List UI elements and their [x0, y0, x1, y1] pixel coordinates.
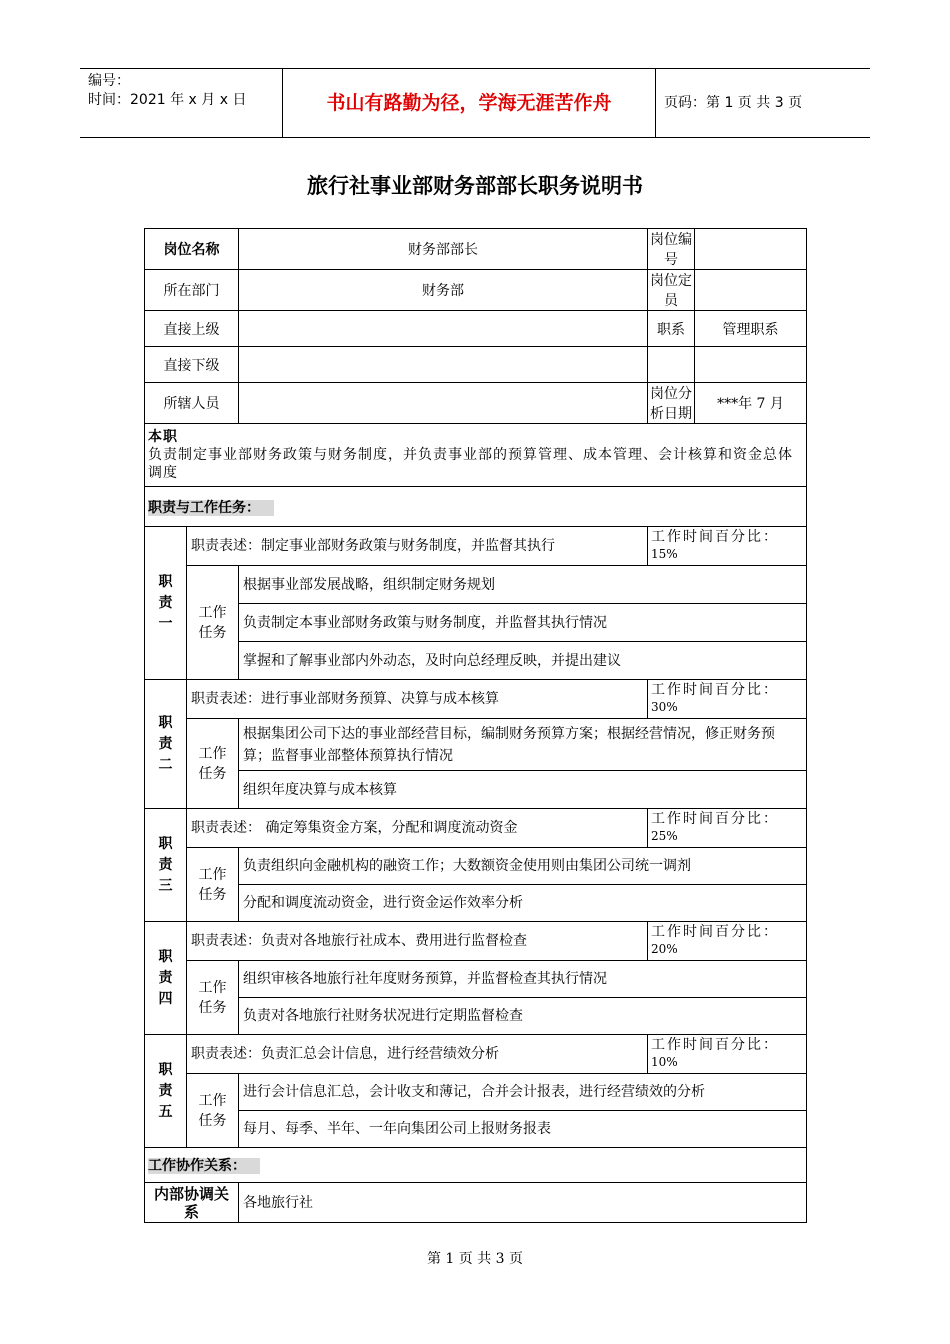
internal-label: 内部协调关系	[145, 1183, 239, 1223]
duty-5-name	[145, 1035, 187, 1148]
superior-value	[239, 311, 648, 347]
position-name-label: 岗位名称	[145, 229, 239, 270]
internal-value: 各地旅行社	[239, 1183, 807, 1223]
duty-4-pct-label: 工作时间百分比：	[651, 924, 779, 940]
duty-2-pct	[648, 680, 807, 719]
cooperation-section-row	[145, 1148, 807, 1183]
duty-2-name	[145, 680, 187, 809]
duty-3-task-2: 分配和调度流动资金，进行资金运作效率分析	[239, 885, 807, 922]
page-header	[80, 68, 870, 138]
duty-3-task-1: 负责组织向金融机构的融资工作；大数额资金使用则由集团公司统一调剂	[239, 848, 807, 885]
duty-1-task-1: 根据事业部发展战略，组织制定财务规划	[239, 566, 807, 604]
duty-3-task-row	[145, 885, 807, 922]
duty-1-task-3: 掌握和了解事业部内外动态，及时向总经理反映，并提出建议	[239, 642, 807, 680]
job-description-table	[144, 228, 807, 1223]
header-page-label: 页码：第 1 页 共 3 页	[664, 95, 803, 111]
duty-3-name-text: 职责三	[158, 835, 173, 894]
duty-1-task-label: 工作任务	[198, 604, 227, 641]
duty-5-desc-row	[145, 1035, 807, 1074]
duty-1-task-2: 负责制定本事业部财务政策与财务制度，并监督其执行情况	[239, 604, 807, 642]
duty-3-name	[145, 809, 187, 922]
duty-3-task-row	[145, 848, 807, 885]
duty-3-pct	[648, 809, 807, 848]
duty-3-desc: 职责表述： 确定筹集资金方案，分配和调度流动资金	[187, 809, 648, 848]
position-name-value: 财务部部长	[239, 229, 648, 270]
subordinate-value	[239, 347, 648, 383]
duty-5-task-2: 每月、每季、半年、一年向集团公司上报财务报表	[239, 1111, 807, 1148]
superior-label: 直接上级	[145, 311, 239, 347]
series-value: 管理职系	[695, 311, 807, 347]
duty-5-task-row	[145, 1074, 807, 1111]
internal-row	[145, 1183, 807, 1223]
duty-1-task-row	[145, 566, 807, 604]
duty-1-pct	[648, 527, 807, 566]
subordinate-label: 直接下级	[145, 347, 239, 383]
staff-label: 所辖人员	[145, 383, 239, 424]
duty-4-task-row	[145, 998, 807, 1035]
position-code-value	[695, 229, 807, 270]
dept-label: 所在部门	[145, 270, 239, 311]
duty-1-name-text: 职责一	[158, 573, 173, 632]
duty-2-task-2: 组织年度决算与成本核算	[239, 771, 807, 809]
duty-4-task-2: 负责对各地旅行社财务状况进行定期监督检查	[239, 998, 807, 1035]
duty-4-task-row	[145, 961, 807, 998]
duty-5-name-text: 职责五	[158, 1061, 173, 1120]
duty-3-task-label: 工作任务	[198, 866, 227, 903]
duty-2-pct-value: 30%	[651, 700, 678, 714]
duty-4-task-label: 工作任务	[198, 979, 227, 1016]
position-code-label: 岗位编号	[648, 229, 695, 270]
basic-row-1	[145, 229, 807, 270]
duty-4-desc-row	[145, 922, 807, 961]
duty-3-pct-value: 25%	[651, 829, 678, 843]
duty-1-desc-row	[145, 527, 807, 566]
analysis-date-label: 岗位分析日期	[648, 383, 695, 424]
duty-5-desc: 职责表述：负责汇总会计信息，进行经营绩效分析	[187, 1035, 648, 1074]
duty-4-name	[145, 922, 187, 1035]
basic-row-4	[145, 347, 807, 383]
duty-2-name-text: 职责二	[158, 714, 173, 773]
duty-5-task-1: 进行会计信息汇总，会计收支和薄记，合并会计报表，进行经营绩效的分析	[239, 1074, 807, 1111]
duty-2-desc: 职责表述：进行事业部财务预算、决算与成本核算	[187, 680, 648, 719]
header-motto: 书山有路勤为径，学海无涯苦作舟	[283, 69, 656, 137]
duty-2-task-row	[145, 719, 807, 771]
duty-4-name-text: 职责四	[158, 948, 173, 1007]
duty-2-task-1: 根据集团公司下达的事业部经营目标，编制财务预算方案；根据经营情况，修正财务预算；监督事业部整体预算执行情况	[239, 719, 807, 771]
dept-value: 财务部	[239, 270, 648, 311]
duty-5-pct-value: 10%	[651, 1055, 678, 1069]
page-footer: 第 1 页 共 3 页	[426, 1251, 524, 1267]
duty-1-pct-label: 工作时间百分比：	[651, 529, 779, 545]
duty-2-task-label: 工作任务	[198, 745, 227, 782]
duty-1-pct-value: 15%	[651, 547, 678, 561]
duty-5-pct-label: 工作时间百分比：	[651, 1037, 779, 1053]
analysis-date-value: ***年 7 月	[695, 383, 807, 424]
duty-1-name	[145, 527, 187, 680]
duty-1-task-row	[145, 604, 807, 642]
document-title: 旅行社事业部财务部部长职务说明书	[307, 174, 643, 198]
basic-row-5	[145, 383, 807, 424]
summary-label: 本职	[148, 429, 178, 445]
series-label: 职系	[648, 311, 695, 347]
duty-1-task-row	[145, 642, 807, 680]
empty-label	[648, 347, 695, 383]
doc-time-label: 时间：2021 年 x 月 x 日	[88, 92, 247, 108]
basic-row-2	[145, 270, 807, 311]
doc-number-label: 编号：	[88, 73, 130, 89]
duty-4-desc: 职责表述：负责对各地旅行社成本、费用进行监督检查	[187, 922, 648, 961]
duty-3-pct-label: 工作时间百分比：	[651, 811, 779, 827]
duty-4-task-1: 组织审核各地旅行社年度财务预算，并监督检查其执行情况	[239, 961, 807, 998]
headcount-label: 岗位定员	[648, 270, 695, 311]
duty-5-task-label: 工作任务	[198, 1092, 227, 1129]
summary-text: 负责制定事业部财务政策与财务制度，并负责事业部的预算管理、成本管理、会计核算和资金总体调度	[148, 447, 793, 481]
duty-5-pct	[648, 1035, 807, 1074]
summary-row	[145, 424, 807, 487]
duty-2-task-row	[145, 771, 807, 809]
duties-section-label: 职责与工作任务：	[148, 500, 274, 516]
cooperation-section-label: 工作协作关系：	[148, 1158, 260, 1174]
duty-2-desc-row	[145, 680, 807, 719]
duty-1-desc: 职责表述：制定事业部财务政策与财务制度，并监督其执行	[187, 527, 648, 566]
duty-3-desc-row	[145, 809, 807, 848]
duty-2-pct-label: 工作时间百分比：	[651, 682, 779, 698]
header-meta	[80, 69, 283, 137]
duty-4-pct-value: 20%	[651, 942, 678, 956]
duty-5-task-row	[145, 1111, 807, 1148]
empty-value	[695, 347, 807, 383]
headcount-value	[695, 270, 807, 311]
duties-section-row	[145, 487, 807, 527]
staff-value	[239, 383, 648, 424]
basic-row-3	[145, 311, 807, 347]
duty-4-pct	[648, 922, 807, 961]
